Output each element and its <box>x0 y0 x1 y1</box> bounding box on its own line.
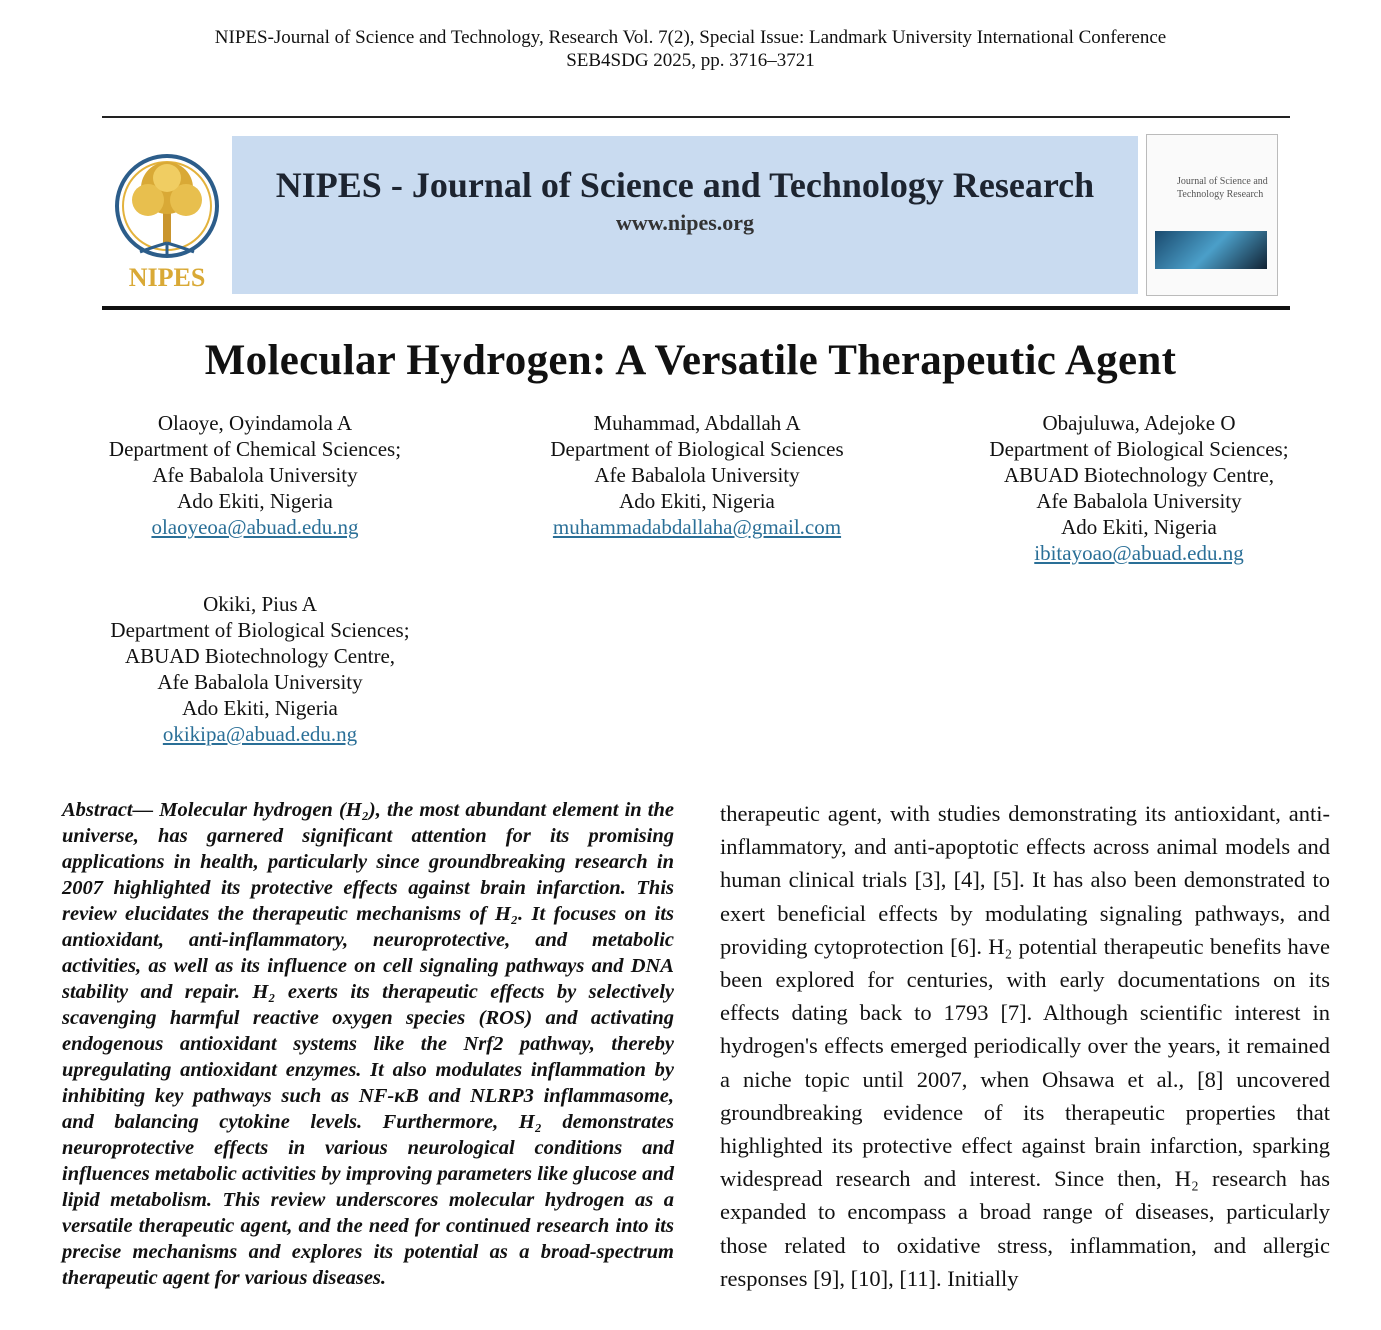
running-head-line2: SEB4SDG 2025, pp. 3716–3721 <box>566 50 815 71</box>
author-block-1 <box>80 410 430 540</box>
author-affiliation: Department of Biological Sciences <box>550 437 844 461</box>
banner-title: NIPES - Journal of Science and Technology Research <box>275 165 1095 205</box>
author-affiliation: Department of Biological Sciences; <box>110 618 410 642</box>
author-affiliation: Afe Babalola University <box>1036 489 1242 513</box>
author-block-4 <box>85 591 435 747</box>
author-affiliation: Department of Chemical Sciences; <box>108 437 402 461</box>
logo-text: NIPES <box>128 263 206 292</box>
header-rule-top <box>102 116 1290 118</box>
body-text-column: therapeutic agent, with studies demonstrating its antioxidant, anti-inflammatory, and anti-apoptotic effects across animal models and human clinical trials [3], [4], [5]. It has also been demonstrated to exert beneficial effects by modulating signaling pathways, and providing cytoprotection [6]. H₂ potential therapeutic benefits have been explored for centuries, with early documentations on its effects dating back to 1793 [7]. Although scientific interest in hydrogen's effects emerged periodically over the years, it remained a niche topic until 2007, when Ohsawa et al., [8] uncovered groundbreaking evidence of its therapeutic properties that highlighted its protective effect against brain infarction, sparking widespread research and interest. Since then, H₂ research has expanded to encompass a broad range of diseases, particularly those related to oxidative stress, inflammation, and allergic responses [9], [10], [11]. Initially <box>720 801 1330 1291</box>
author-name: Obajuluwa, Adejoke O <box>1042 411 1236 435</box>
running-head-line1: NIPES-Journal of Science and Technology, Research Vol. 7(2), Special Issue: Landmark University International Conference <box>214 27 1167 48</box>
author-affiliation: Ado Ekiti, Nigeria <box>177 489 333 513</box>
author-affiliation: Ado Ekiti, Nigeria <box>619 489 775 513</box>
author-affiliation: Ado Ekiti, Nigeria <box>182 696 338 720</box>
author-block-3 <box>964 410 1314 566</box>
author-affiliation: Ado Ekiti, Nigeria <box>1061 515 1217 539</box>
header-rule-bottom <box>102 306 1290 310</box>
author-affiliation: ABUAD Biotechnology Centre, <box>1003 463 1275 487</box>
paper-title: Molecular Hydrogen: A Versatile Therapeutic Agent <box>204 337 1177 384</box>
author-block-2 <box>497 410 897 540</box>
author-affiliation: Department of Biological Sciences; <box>989 437 1289 461</box>
author-name: Muhammad, Abdallah A <box>593 411 801 435</box>
author-email-link[interactable]: okikipa@abuad.edu.ng <box>162 722 358 746</box>
author-email-link[interactable]: ibitayoao@abuad.edu.ng <box>1034 541 1244 565</box>
author-affiliation: ABUAD Biotechnology Centre, <box>124 644 396 668</box>
cover-image <box>1155 231 1267 269</box>
cover-text: Journal of Science and Technology Research <box>1177 176 1268 200</box>
journal-cover-thumbnail <box>1146 134 1278 296</box>
author-name: Okiki, Pius A <box>203 592 317 616</box>
author-affiliation: Afe Babalola University <box>594 463 800 487</box>
author-email-link[interactable]: muhammadabdallaha@gmail.com <box>552 515 842 539</box>
author-affiliation: Afe Babalola University <box>152 463 358 487</box>
author-name: Olaoye, Oyindamola A <box>157 411 353 435</box>
banner-url: www.nipes.org <box>615 210 755 235</box>
running-head <box>0 26 1381 72</box>
nipes-tree-logo <box>110 148 225 294</box>
journal-banner <box>232 136 1138 294</box>
author-email-link[interactable]: olaoyeoa@abuad.edu.ng <box>151 515 359 539</box>
abstract-paragraph: Abstract— Molecular hydrogen (H₂), the most abundant element in the universe, has garnered significant attention for its promising applications in health, particularly since groundbreaking research in 2007 highlighted its protective effects against brain infarction. This review elucidates the therapeutic mechanisms of H₂. It focuses on its antioxidant, anti-inflammatory, neuroprotective, and metabolic activities, as well as its influence on cell signaling pathways and DNA stability and repair. H₂ exerts its therapeutic effects by selectively scavenging harmful reactive oxygen species (ROS) and activating endogenous antioxidant systems like the Nrf2 pathway, thereby upregulating antioxidant enzymes. It also modulates inflammation by inhibiting key pathways such as NF-κB and NLRP3 inflammasome, and balancing cytokine levels. Furthermore, H₂ demonstrates neuroprotective effects in various neurological conditions and influences metabolic activities by improving parameters like glucose and lipid metabolism. This review underscores molecular hydrogen as a versatile therapeutic agent, and the need for continued research into its precise mechanisms and explores its potential as a broad-spectrum therapeutic agent for various diseases. <box>62 799 674 1289</box>
author-affiliation: Afe Babalola University <box>157 670 363 694</box>
